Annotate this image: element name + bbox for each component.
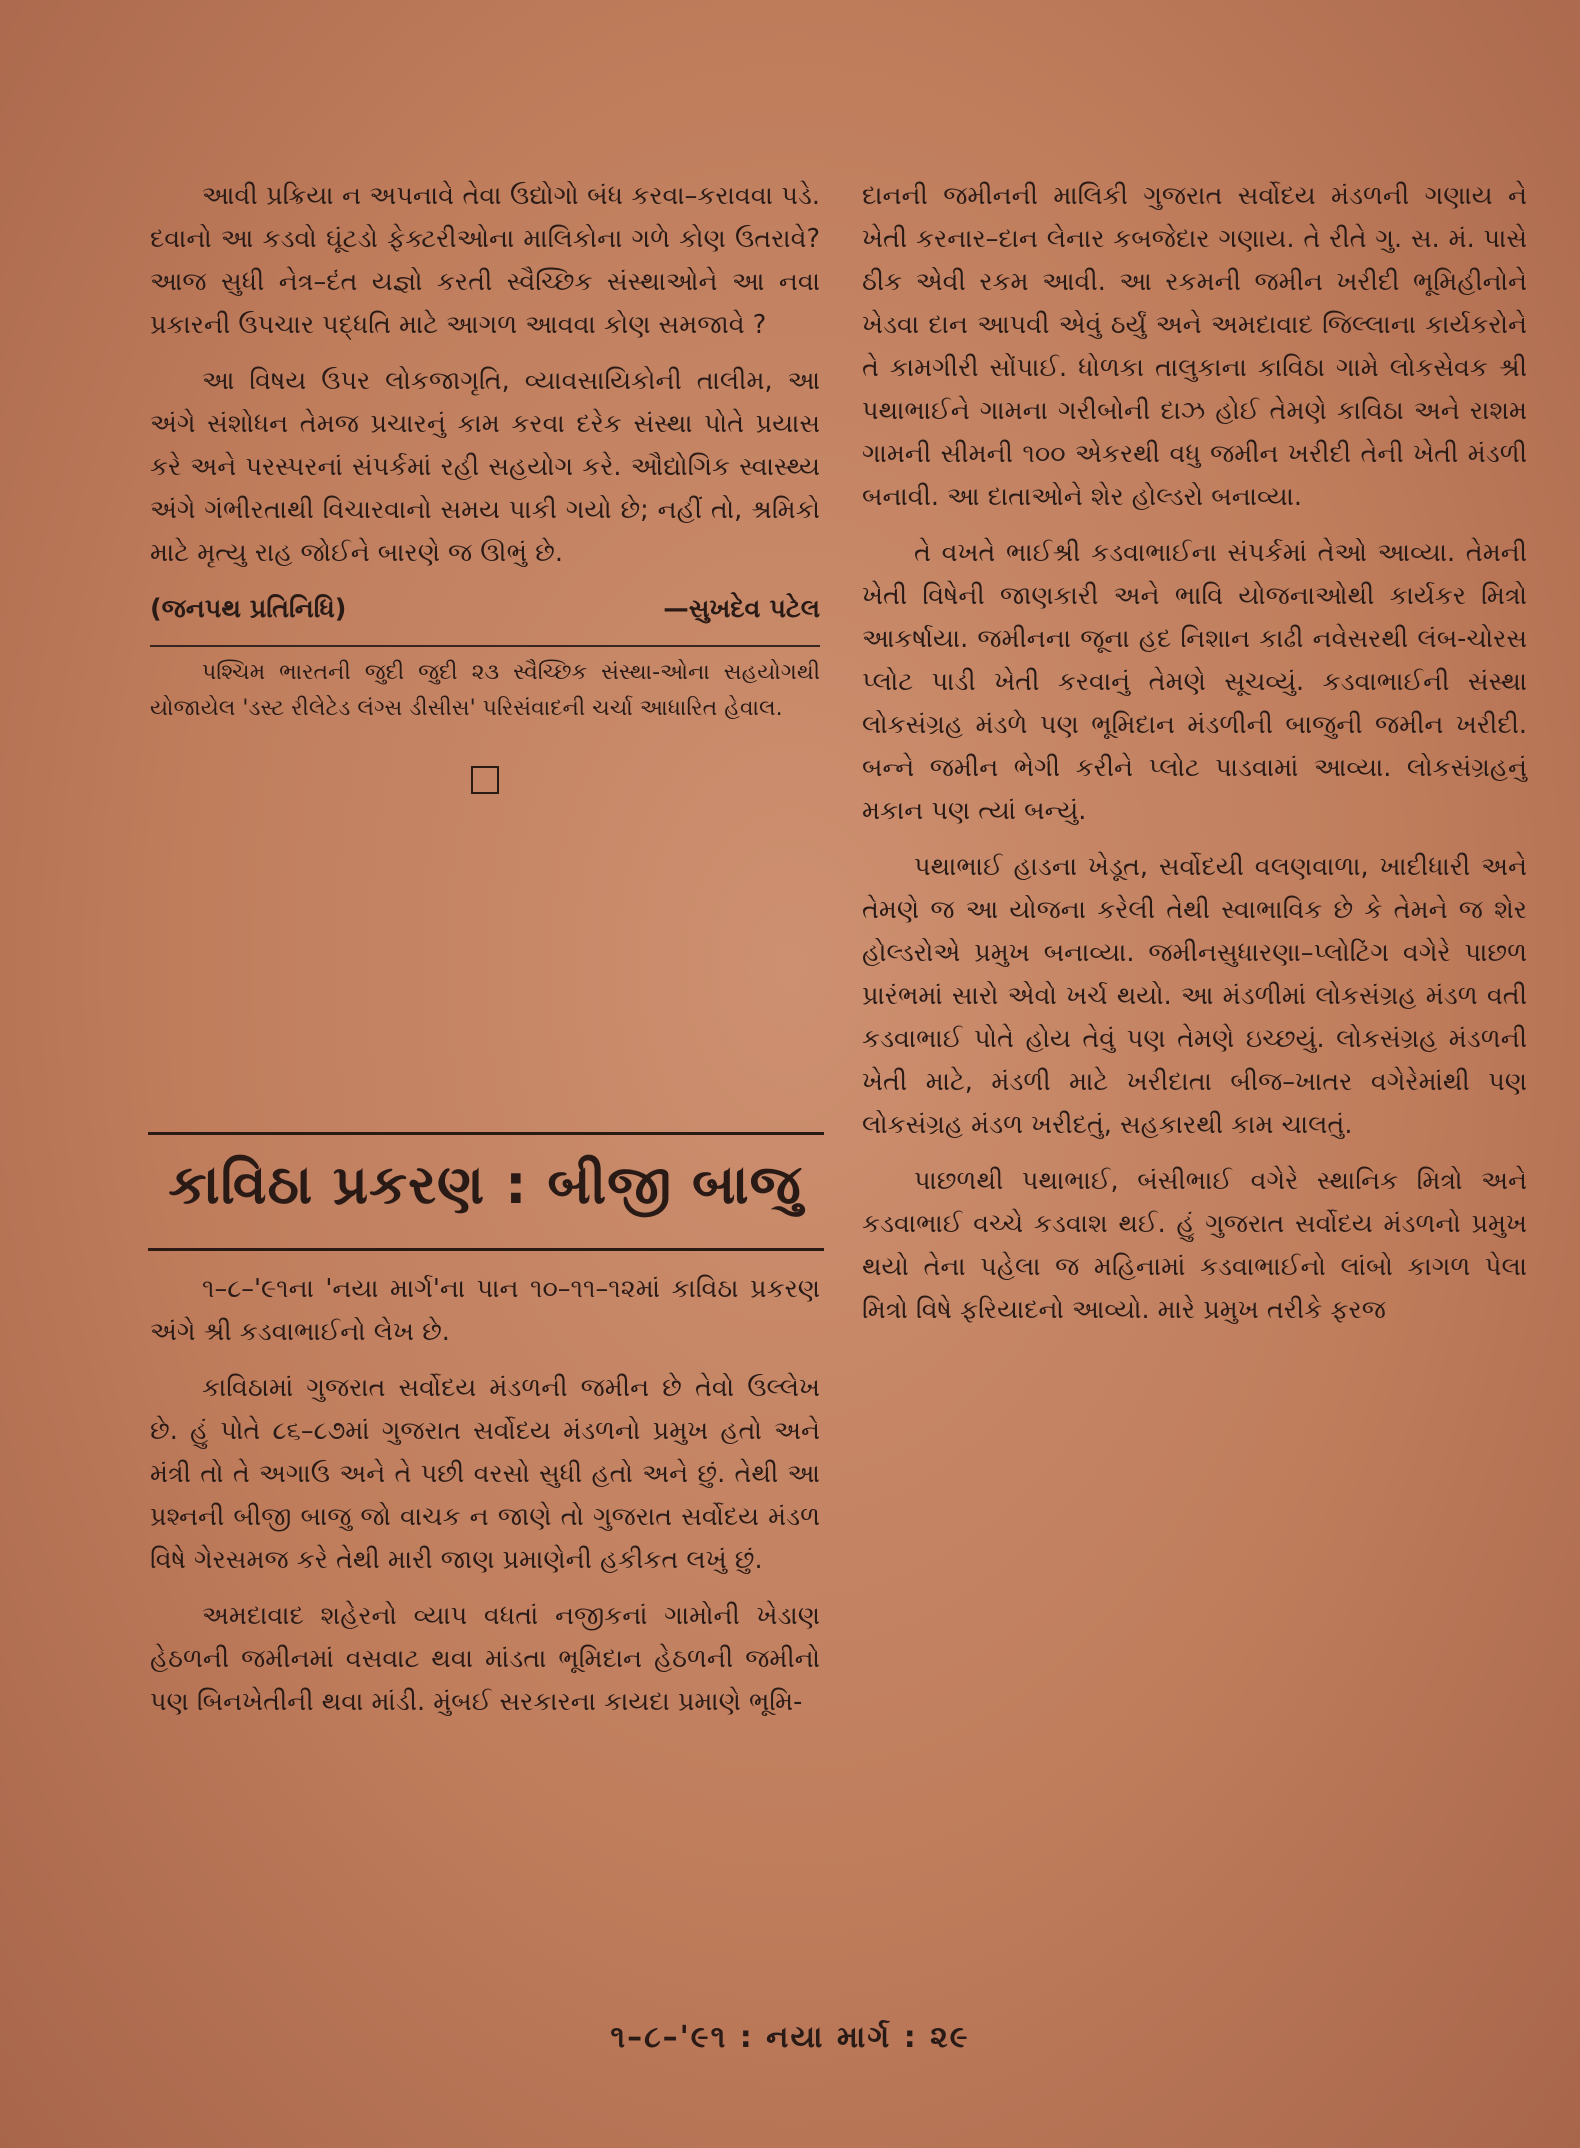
left-column-lower <box>150 1268 820 1737</box>
page-footer: ૧–૮–'૯૧ : નયા માર્ગ : ૨૯ <box>610 2020 970 2055</box>
paragraph: દાનની જમીનની માલિકી ગુજરાત સર્વોદય મંડળની ગણાય ને ખેતી કરનાર–દાન લેનાર કબજેદાર ગણાય. તે રીતે ગુ. સ. મં. પાસે ઠીક એવી રકમ આવી. આ રકમની જમીન ખરીદી ભૂમિહીનોને ખેડવા દાન આપવી એવું ઠર્યું અને અમદાવાદ જિલ્લાના કાર્યકરોને તે કામગીરી સોંપાઈ. ધોળકા તાલુકાના કાવિઠા ગામે લોકસેવક શ્રી પથાભાઈને ગામના ગરીબોની દાઝ હોઈ તેમણે કાવિઠા અને રાશમ ગામની સીમની ૧૦૦ એકરથી વધુ જમીન ખરીદી તેની ખેતી મંડળી બનાવી. આ દાતાઓને શેર હોલ્ડરો બનાવ્યા. <box>862 181 1527 512</box>
article-note: પશ્ચિમ ભારતની જુદી જુદી ૨૩ સ્વૈચ્છિક સંસ્થા-ઓના સહયોગથી યોજાયેલ 'ડસ્ટ રીલેટેડ લંગ્સ ડીસીસ' પરિસંવાદની ચર્ચા આધારિત હેવાલ. <box>150 660 820 721</box>
paragraph: અમદાવાદ શહેરનો વ્યાપ વધતાં નજીકનાં ગામોની ખેડાણ હેઠળની જમીનમાં વસવાટ થવા માંડતા ભૂમિદાન હેઠળની જમીનો પણ બિનખેતીની થવા માંડી. મુંબઈ સરકારના કાયદા પ્રમાણે ભૂમિ- <box>150 1601 820 1717</box>
section-end-marker <box>150 765 820 808</box>
paragraph: પથાભાઈ હાડના ખેડૂત, સર્વોદયી વલણવાળા, ખાદીધારી અને તેમણે જ આ યોજના કરેલી તેથી સ્વાભાવિક છે કે તેમને જ શેર હોલ્ડરોએ પ્રમુખ બનાવ્યા. જમીનસુધારણા–પ્લોટિંગ વગેરે પાછળ પ્રારંભમાં સારો એવો ખર્ચ થયો. આ મંડળીમાં લોકસંગ્રહ મંડળ વતી કડવાભાઈ પોતે હોય તેવું પણ તેમણે ઇચ્છયું. લોકસંગ્રહ મંડળની ખેતી માટે, મંડળી માટે ખરીદાતા બીજ–ખાતર વગેરેમાંથી પણ લોકસંગ્રહ મંડળ ખરીદતું, સહકારથી કામ ચાલતું. <box>862 852 1527 1140</box>
headline-rule-bottom <box>148 1248 824 1251</box>
left-column-upper <box>150 175 820 834</box>
paragraph: આ વિષય ઉપર લોકજાગૃતિ, વ્યાવસાયિકોની તાલીમ, આ અંગે સંશોધન તેમજ પ્રચારનું કામ કરવા દરેક સંસ્થા પોતે પ્રયાસ કરે અને પરસ્પરનાં સંપર્કમાં રહી સહયોગ કરે. ઔદ્યોગિક સ્વાસ્થ્ય અંગે ગંભીરતાથી વિચારવાનો સમય પાકી ગયો છે; નહીં તો, શ્રમિકો માટે મૃત્યુ રાહ જોઈને બારણે જ ઊભું છે. <box>150 366 820 568</box>
paragraph: આવી પ્રક્રિયા ન અપનાવે તેવા ઉદ્યોગો બંધ કરવા–કરાવવા પડે. દવાનો આ કડવો ઘૂંટડો ફેક્ટરીઓના માલિકોના ગળે કોણ ઉતરાવે? આજ સુધી નેત્ર–દંત યજ્ઞો કરતી સ્વૈચ્છિક સંસ્થાઓને આ નવા પ્રકારની ઉપચાર પદ્ધતિ માટે આગળ આવવા કોણ સમજાવે ? <box>150 181 820 340</box>
paragraph: કાવિઠામાં ગુજરાત સર્વોદય મંડળની જમીન છે તેવો ઉલ્લેખ છે. હું પોતે ૮૬–૮૭માં ગુજરાત સર્વોદય મંડળનો પ્રમુખ હતો અને મંત્રી તો તે અગાઉ અને તે પછી વરસો સુધી હતો અને છું. તેથી આ પ્રશ્નની બીજી બાજુ જો વાચક ન જાણે તો ગુજરાત સર્વોદય મંડળ વિષે ગેરસમજ કરે તેથી મારી જાણ પ્રમાણેની હકીકત લખું છું. <box>150 1373 820 1575</box>
square-icon <box>471 766 499 794</box>
right-column <box>862 175 1527 1345</box>
paragraph: ૧–૮–'૯૧ના 'નયા માર્ગ'ના પાન ૧૦–૧૧–૧૨માં કાવિઠા પ્રકરણ અંગે શ્રી કડવાભાઈનો લેખ છે. <box>150 1274 820 1347</box>
article-headline: કાવિઠા પ્રકરણ : બીજી બાજુ <box>168 1153 802 1216</box>
paragraph: પાછળથી પથાભાઈ, બંસીભાઈ વગેરે સ્થાનિક મિત્રો અને કડવાભાઈ વચ્ચે કડવાશ થઈ. હું ગુજરાત સર્વોદય મંડળનો પ્રમુખ થયો તેના પહેલા જ મહિનામાં કડવાભાઈનો લાંબો કાગળ પેલા મિત્રો વિષે ફરિયાદનો આવ્યો. મારે પ્રમુખ તરીકે ફરજ <box>862 1166 1527 1325</box>
byline-author: —સુખદેવ પટેલ <box>663 594 820 624</box>
paragraph: તે વખતે ભાઈશ્રી કડવાભાઈના સંપર્કમાં તેઓ આવ્યા. તેમની ખેતી વિષેની જાણકારી અને ભાવિ યોજનાઓથી કાર્યકર મિત્રો આકર્ષાયા. જમીનના જૂના હદ નિશાન કાઢી નવેસરથી લંબ-ચોરસ પ્લોટ પાડી ખેતી કરવાનું તેમણે સૂચવ્યું. કડવાભાઈની સંસ્થા લોકસંગ્રહ મંડળે પણ ભૂમિદાન મંડળીની બાજુની જમીન ખરીદી. બન્ને જમીન ભેગી કરીને પ્લોટ પાડવામાં આવ્યા. લોકસંગ્રહનું મકાન પણ ત્યાં બન્યું. <box>862 538 1527 826</box>
headline-rule-top <box>148 1132 824 1135</box>
byline-source: (જનપથ પ્રતિનિધિ) <box>150 594 347 624</box>
byline <box>150 588 820 647</box>
